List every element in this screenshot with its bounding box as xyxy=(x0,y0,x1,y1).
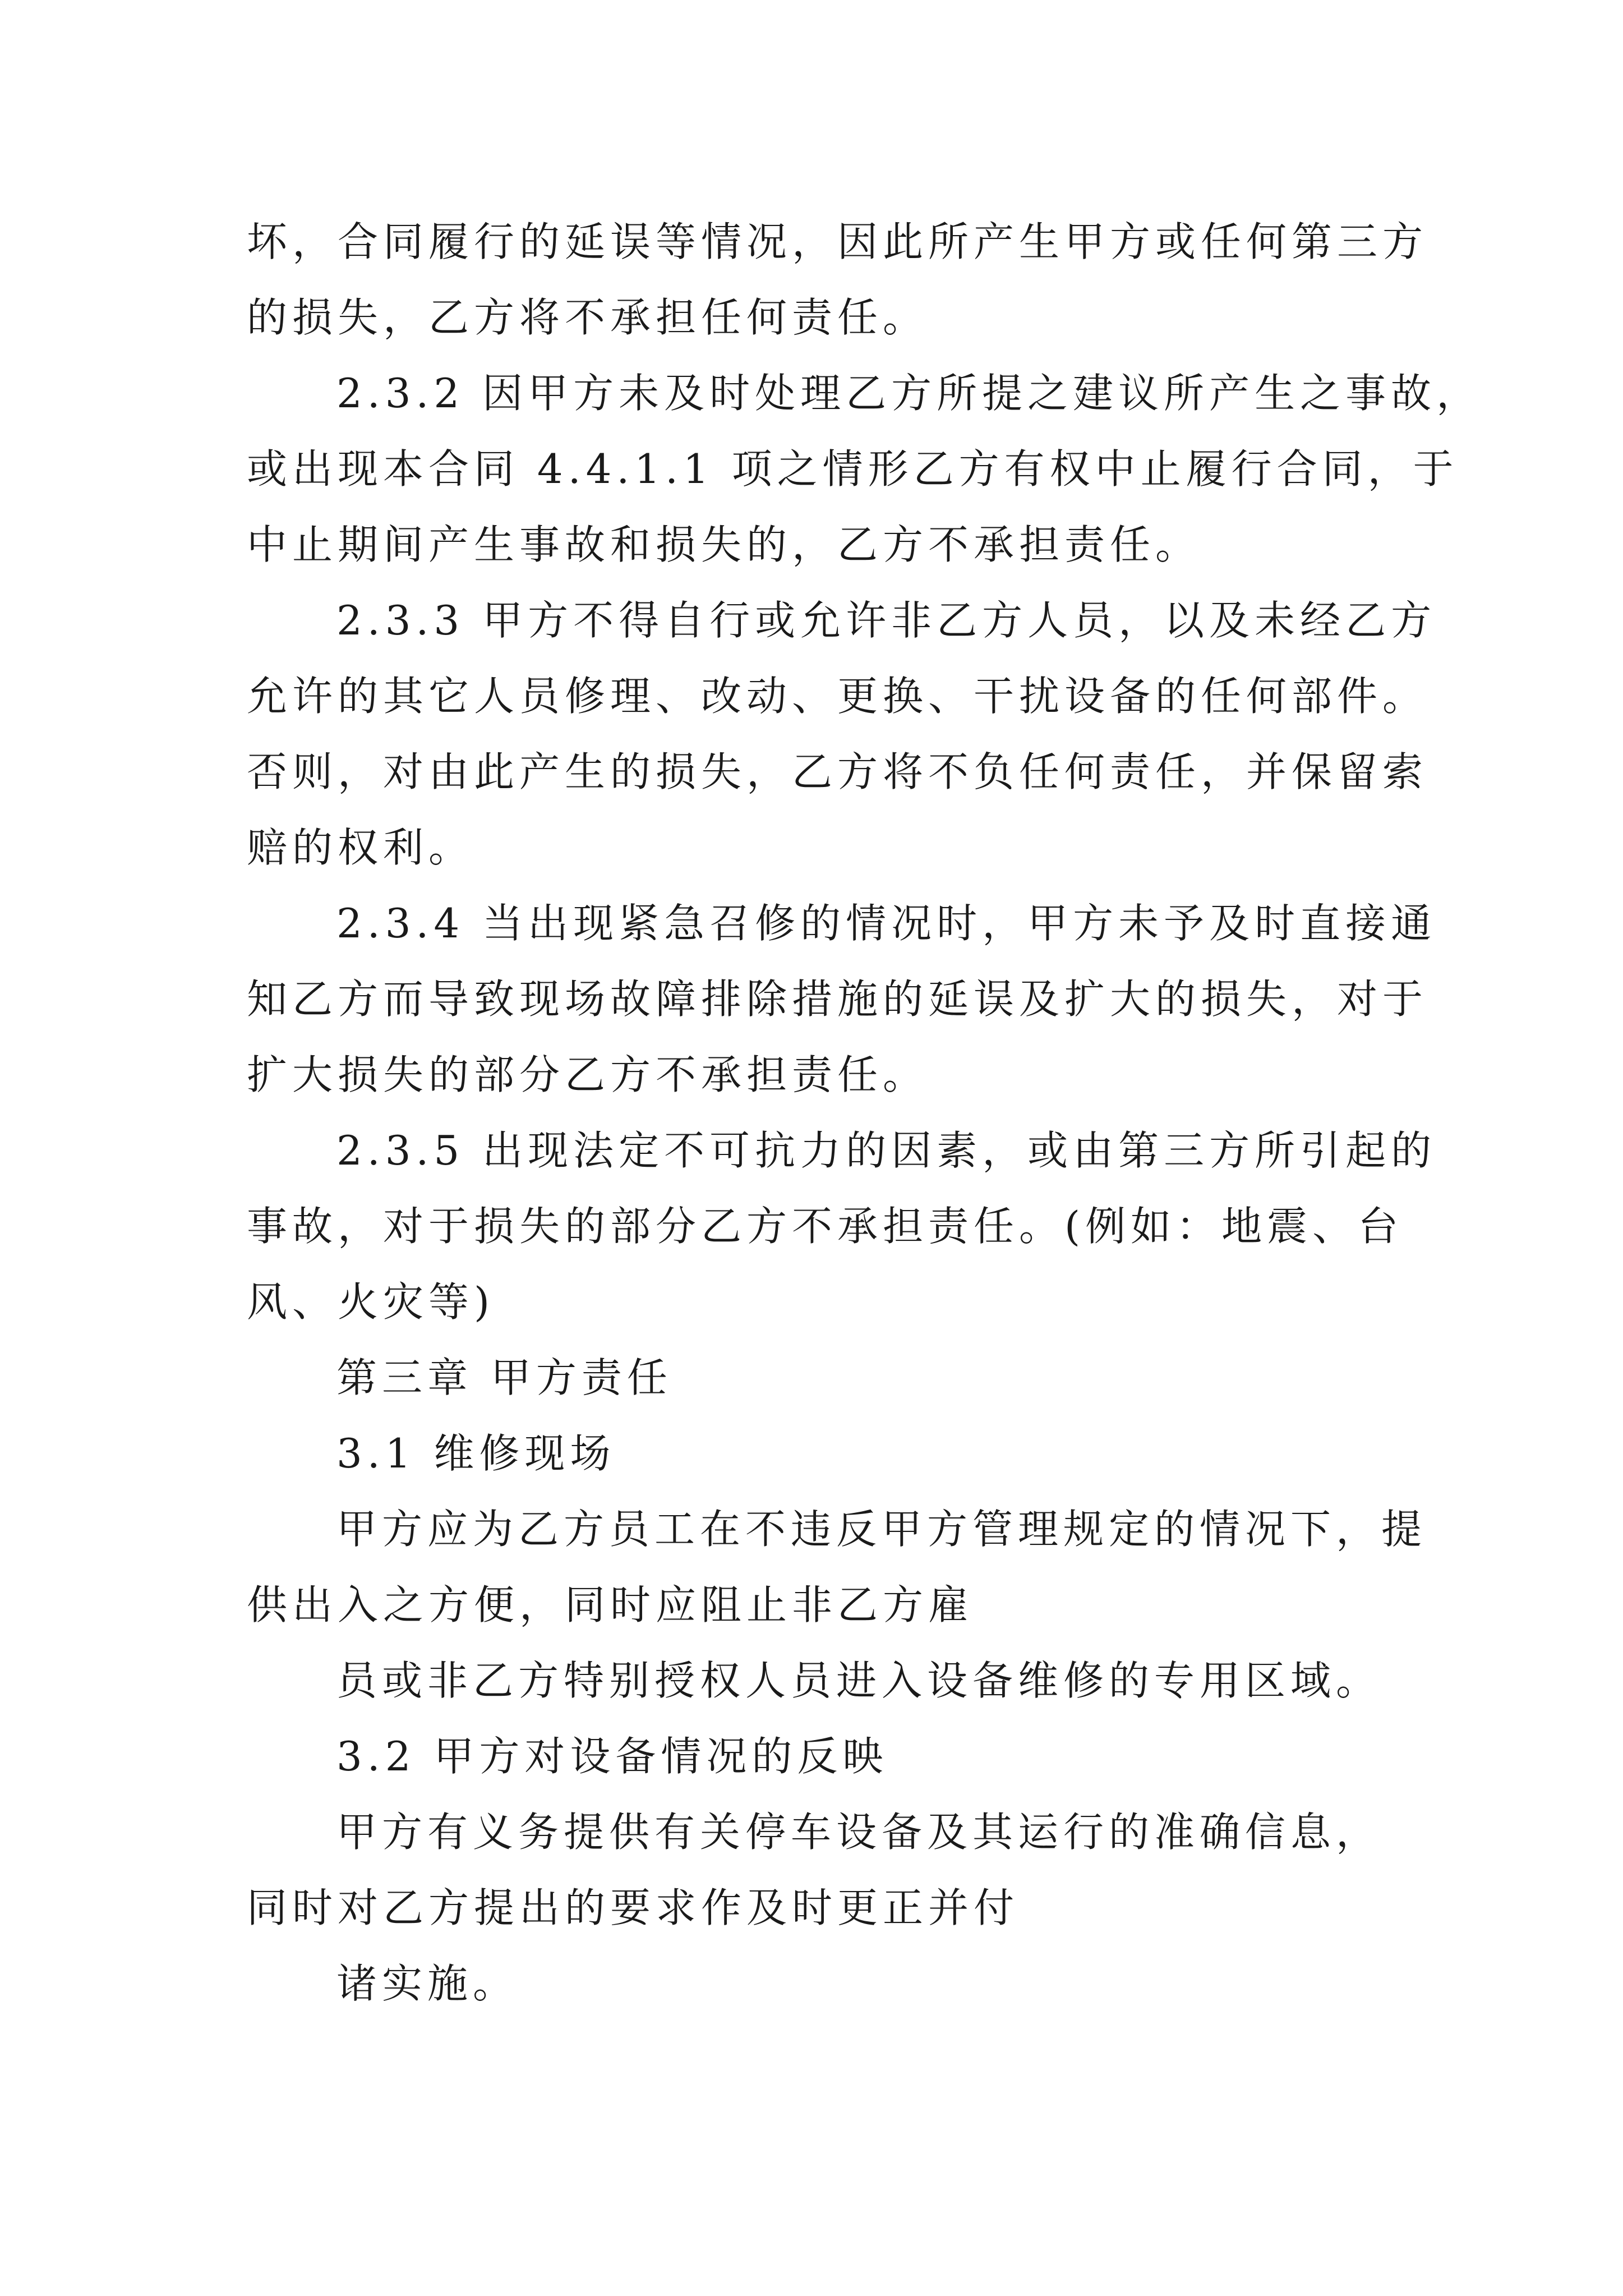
text-line: 知乙方而导致现场故障排除措施的延误及扩大的损失，对于 xyxy=(247,976,1428,1023)
text-line: 否则，对由此产生的损失，乙方将不负任何责任，并保留索 xyxy=(247,748,1428,795)
section-heading: 3.1 维修现场 xyxy=(336,1430,616,1477)
text-line: 员或非乙方特别授权人员进入设备维修的专用区域。 xyxy=(336,1657,1382,1704)
text-line: 事故，对于损失的部分乙方不承担责任。(例如：地震、台 xyxy=(247,1203,1404,1250)
section-heading: 3.2 甲方对设备情况的反映 xyxy=(336,1733,888,1780)
text-line: 坏，合同履行的延误等情况，因此所产生甲方或任何第三方 xyxy=(247,218,1428,265)
text-line: 2.3.4 当出现紧急召修的情况时，甲方未予及时直接通 xyxy=(336,900,1437,947)
text-line: 中止期间产生事故和损失的，乙方不承担责任。 xyxy=(247,521,1201,568)
text-line: 赔的权利。 xyxy=(247,824,474,871)
text-line: 同时对乙方提出的要求作及时更正并付 xyxy=(247,1884,1020,1931)
text-line: 的损失，乙方将不承担任何责任。 xyxy=(247,294,929,341)
text-line: 甲方有义务提供有关停车设备及其运行的准确信息， xyxy=(336,1809,1382,1856)
text-line: 甲方应为乙方员工在不违反甲方管理规定的情况下，提 xyxy=(336,1506,1427,1553)
chapter-heading: 第三章 甲方责任 xyxy=(336,1354,672,1401)
text-line: 2.3.5 出现法定不可抗力的因素，或由第三方所引起的 xyxy=(336,1127,1437,1174)
text-line: 供出入之方便，同时应阻止非乙方雇 xyxy=(247,1581,974,1628)
text-line: 诸实施。 xyxy=(336,1960,519,2007)
text-line: 风、火灾等) xyxy=(247,1278,495,1326)
text-line: 2.3.3 甲方不得自行或允许非乙方人员，以及未经乙方 xyxy=(336,597,1437,644)
text-line: 或出现本合同 4.4.1.1 项之情形乙方有权中止履行合同，于 xyxy=(247,445,1459,493)
text-line: 扩大损失的部分乙方不承担责任。 xyxy=(247,1051,929,1098)
text-line: 允许的其它人员修理、改动、更换、干扰设备的任何部件。 xyxy=(247,673,1428,720)
text-line: 2.3.2 因甲方未及时处理乙方所提之建议所产生之事故， xyxy=(336,370,1482,417)
